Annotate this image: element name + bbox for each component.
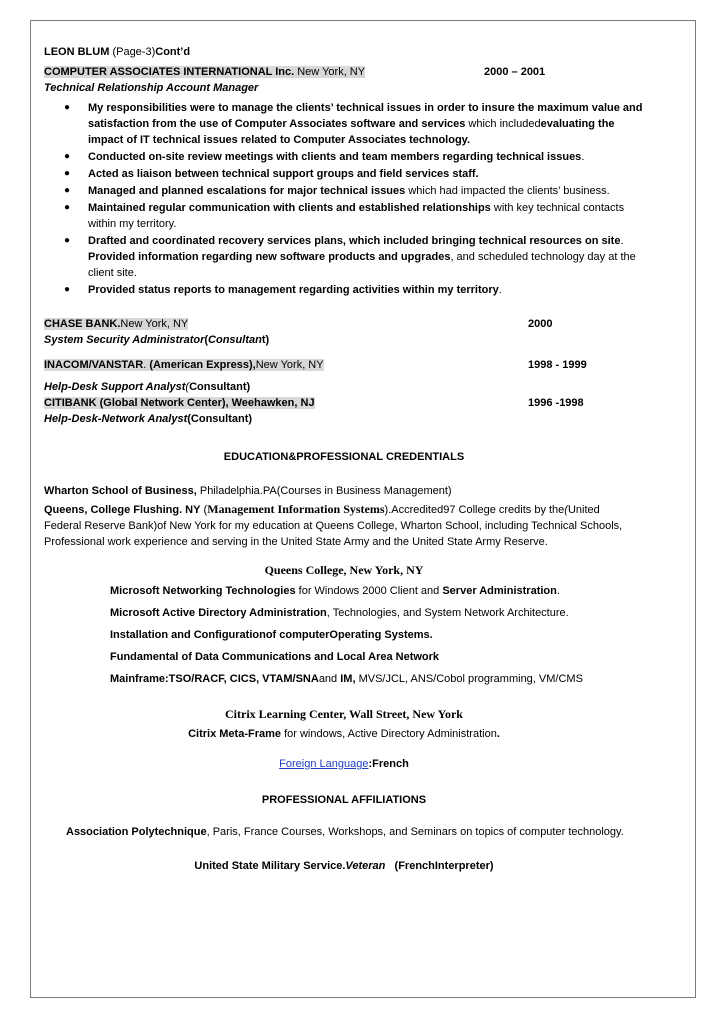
bullet-text: Acted as liaison between technical support groups and field services staff. bbox=[88, 168, 479, 180]
course-text: MVS/JCL, ANS/Cobol programming, VM/CMS bbox=[355, 673, 583, 685]
bullet-text: . bbox=[581, 151, 585, 163]
list-item: ● Drafted and coordinated recovery services plans, which included bringing technical resources on site. Provided information regarding new software products and upgrades, and scheduled technology day at the client site. bbox=[64, 235, 636, 279]
course-text: Server Administration bbox=[442, 585, 557, 597]
citrix-heading: Citrix Learning Center, Wall Street, New York bbox=[225, 707, 463, 721]
job-ca-title: Technical Relationship Account Manager bbox=[44, 82, 259, 94]
list-item bbox=[44, 624, 644, 646]
education-queens-line1 bbox=[44, 501, 644, 518]
education-queens-line2: Federal Reserve Bank)of New York for my education at Queens College, Wharton School, including Technical Schools, bbox=[44, 520, 623, 532]
bullet-text: . bbox=[498, 284, 502, 296]
list-item: ● Maintained regular communication with clients and established relationships with key technical contacts within my territory. bbox=[64, 202, 625, 230]
course-text: Mainframe:TSO/RACF, CICS, VTAM/SNA bbox=[110, 673, 319, 685]
job-chase-company: CHASE BANK. bbox=[44, 318, 121, 330]
list-item: ● Conducted on-site review meetings with clients and team members regarding technical issues. bbox=[64, 151, 585, 163]
education-heading: EDUCATION&PROFESSIONAL CREDENTIALS bbox=[223, 451, 465, 463]
page-header bbox=[44, 44, 644, 60]
list-item: ● Managed and planned escalations for major technical issues which had impacted the clients’ business. bbox=[64, 185, 610, 197]
queens-college-heading: Queens College, New York, NY bbox=[264, 563, 424, 577]
job-ca-dates: 2000 – 2001 bbox=[484, 66, 546, 78]
school-detail: ( bbox=[200, 504, 208, 516]
course-text: Fundamental of Data Communications and Local Area Network bbox=[110, 651, 440, 663]
bullet-text: Managed and planned escalations for major technical issues bbox=[88, 185, 406, 197]
course-text: and bbox=[318, 673, 341, 685]
continued-label: Cont’d bbox=[155, 46, 191, 58]
bullet-text: evaluating the impact of IT technical issues related to Computer Associates technology. bbox=[88, 118, 615, 146]
school-detail: ( bbox=[564, 504, 568, 516]
title-text: t) bbox=[261, 334, 270, 346]
resume-page bbox=[44, 44, 644, 874]
job-chase-location: New York, NY bbox=[120, 318, 189, 330]
citrix-course bbox=[44, 726, 644, 742]
list-item: ● My responsibilities were to manage the clients’ technical issues in order to insure the maximum value and satisfaction from the use of Computer Associates software and services which includedevaluating the impact of IT technical issues related to Computer Associates technology. bbox=[64, 102, 643, 146]
title-text: (Consultant) bbox=[187, 413, 253, 425]
bullet-text: Maintained regular communication with clients and established relationships bbox=[88, 202, 491, 214]
course-text: for windows, Active Directory Administration bbox=[281, 728, 497, 740]
bullet-text: Drafted and coordinated recovery services plans, which included bringing technical resources on site bbox=[88, 235, 621, 247]
list-item bbox=[44, 646, 644, 668]
bullet-text: . bbox=[620, 235, 624, 247]
title-text: ( bbox=[204, 334, 209, 346]
job-inacom-header bbox=[44, 357, 644, 373]
affiliation-item bbox=[44, 824, 644, 840]
title-text: System Security Administrator bbox=[44, 334, 205, 346]
job-inacom-client: (American Express), bbox=[149, 359, 256, 371]
foreign-language-value: :French bbox=[368, 758, 409, 770]
course-text: Installation and Configurationof computerOperating Systems. bbox=[110, 629, 433, 641]
school-name: Wharton School of Business, bbox=[44, 485, 197, 497]
foreign-language bbox=[44, 756, 644, 772]
job-inacom-separator: . bbox=[143, 359, 150, 371]
title-text: Consultant) bbox=[189, 381, 251, 393]
job-chase-title bbox=[44, 332, 644, 348]
bullet-text: My responsibilities were to manage the clients’ technical issues in order to insure the maximum value and satisfaction from the use of Computer Associates software and services bbox=[88, 102, 643, 130]
education-wharton bbox=[44, 483, 644, 499]
affiliation-detail: , Paris, France Courses, Workshops, and Seminars on topics of computer technology. bbox=[206, 826, 624, 838]
military-label: United State Military Service. bbox=[194, 860, 346, 872]
title-text: Help-Desk Support Analyst bbox=[44, 381, 186, 393]
bullet-text: Conducted on-site review meetings with clients and team members regarding technical issues bbox=[88, 151, 582, 163]
job-citi-company: CITIBANK (Global Network Center), Weehawken, NJ bbox=[44, 397, 315, 409]
course-text: Microsoft Active Directory Administration bbox=[110, 607, 327, 619]
course-text: Microsoft Networking Technologies bbox=[110, 585, 296, 597]
foreign-language-link[interactable]: Foreign Language bbox=[279, 758, 369, 770]
job-citi-header bbox=[44, 395, 644, 411]
school-name: Queens, College Flushing. NY bbox=[44, 504, 201, 516]
candidate-name: LEON BLUM bbox=[44, 46, 110, 58]
bullet-text: Provided information regarding new software products and upgrades bbox=[88, 251, 451, 263]
job-citi-dates: 1996 -1998 bbox=[528, 397, 584, 409]
course-list bbox=[44, 580, 644, 690]
job-chase-header bbox=[44, 316, 644, 332]
military-status: Veteran bbox=[345, 860, 386, 872]
job-inacom-dates: 1998 - 1999 bbox=[528, 359, 587, 371]
bullet-text: , and scheduled technology day at the client site. bbox=[88, 251, 636, 279]
affiliations-heading: PROFESSIONAL AFFILIATIONS bbox=[261, 794, 427, 806]
education-queens-line3: Professional work experience and serving in the United State Army and the United State Army Reserve. bbox=[44, 536, 548, 548]
list-item bbox=[44, 602, 644, 624]
school-detail: Philadelphia.PA(Courses in Business Management) bbox=[196, 485, 452, 497]
title-text: Consultan bbox=[208, 334, 262, 346]
military-role: (FrenchInterpreter) bbox=[385, 860, 494, 872]
school-detail: ).Accredited97 College credits by the bbox=[384, 504, 565, 516]
school-program: Management Information Systems bbox=[207, 502, 385, 516]
course-text: Citrix Meta-Frame bbox=[188, 728, 282, 740]
list-item bbox=[44, 668, 644, 690]
job-ca-responsibilities bbox=[44, 100, 644, 298]
title-text: ( bbox=[185, 381, 190, 393]
course-text: . bbox=[556, 585, 560, 597]
page-number: (Page-3) bbox=[109, 46, 156, 58]
course-text: . bbox=[496, 728, 500, 740]
job-inacom-location: New York, NY bbox=[255, 359, 324, 371]
job-inacom-title bbox=[44, 379, 644, 395]
bullet-text: with key technical contacts within my territory. bbox=[88, 202, 625, 230]
job-ca-company: COMPUTER ASSOCIATES INTERNATIONAL Inc. bbox=[44, 66, 295, 78]
bullet-text: Provided status reports to management regarding activities within my territory bbox=[88, 284, 499, 296]
bullet-text: which included bbox=[465, 118, 541, 130]
job-ca-location: New York, NY bbox=[294, 66, 366, 78]
list-item bbox=[44, 580, 644, 602]
course-text: , Technologies, and System Network Architecture. bbox=[326, 607, 569, 619]
job-ca-header bbox=[44, 64, 644, 80]
job-chase-dates: 2000 bbox=[528, 318, 553, 330]
affiliation-name: Association Polytechnique bbox=[66, 826, 207, 838]
list-item: ● Provided status reports to management regarding activities within my territory. bbox=[64, 284, 502, 296]
course-text: for Windows 2000 Client and bbox=[295, 585, 443, 597]
course-text: IM, bbox=[340, 673, 356, 685]
bullet-text: which had impacted the clients’ business. bbox=[405, 185, 610, 197]
list-item: ● Acted as liaison between technical support groups and field services staff. bbox=[64, 168, 479, 180]
job-citi-title bbox=[44, 411, 644, 427]
title-text: Help-Desk-Network Analyst bbox=[44, 413, 188, 425]
military-service bbox=[44, 858, 644, 874]
job-inacom-company: INACOM/VANSTAR bbox=[44, 359, 144, 371]
school-detail: United bbox=[567, 504, 600, 516]
